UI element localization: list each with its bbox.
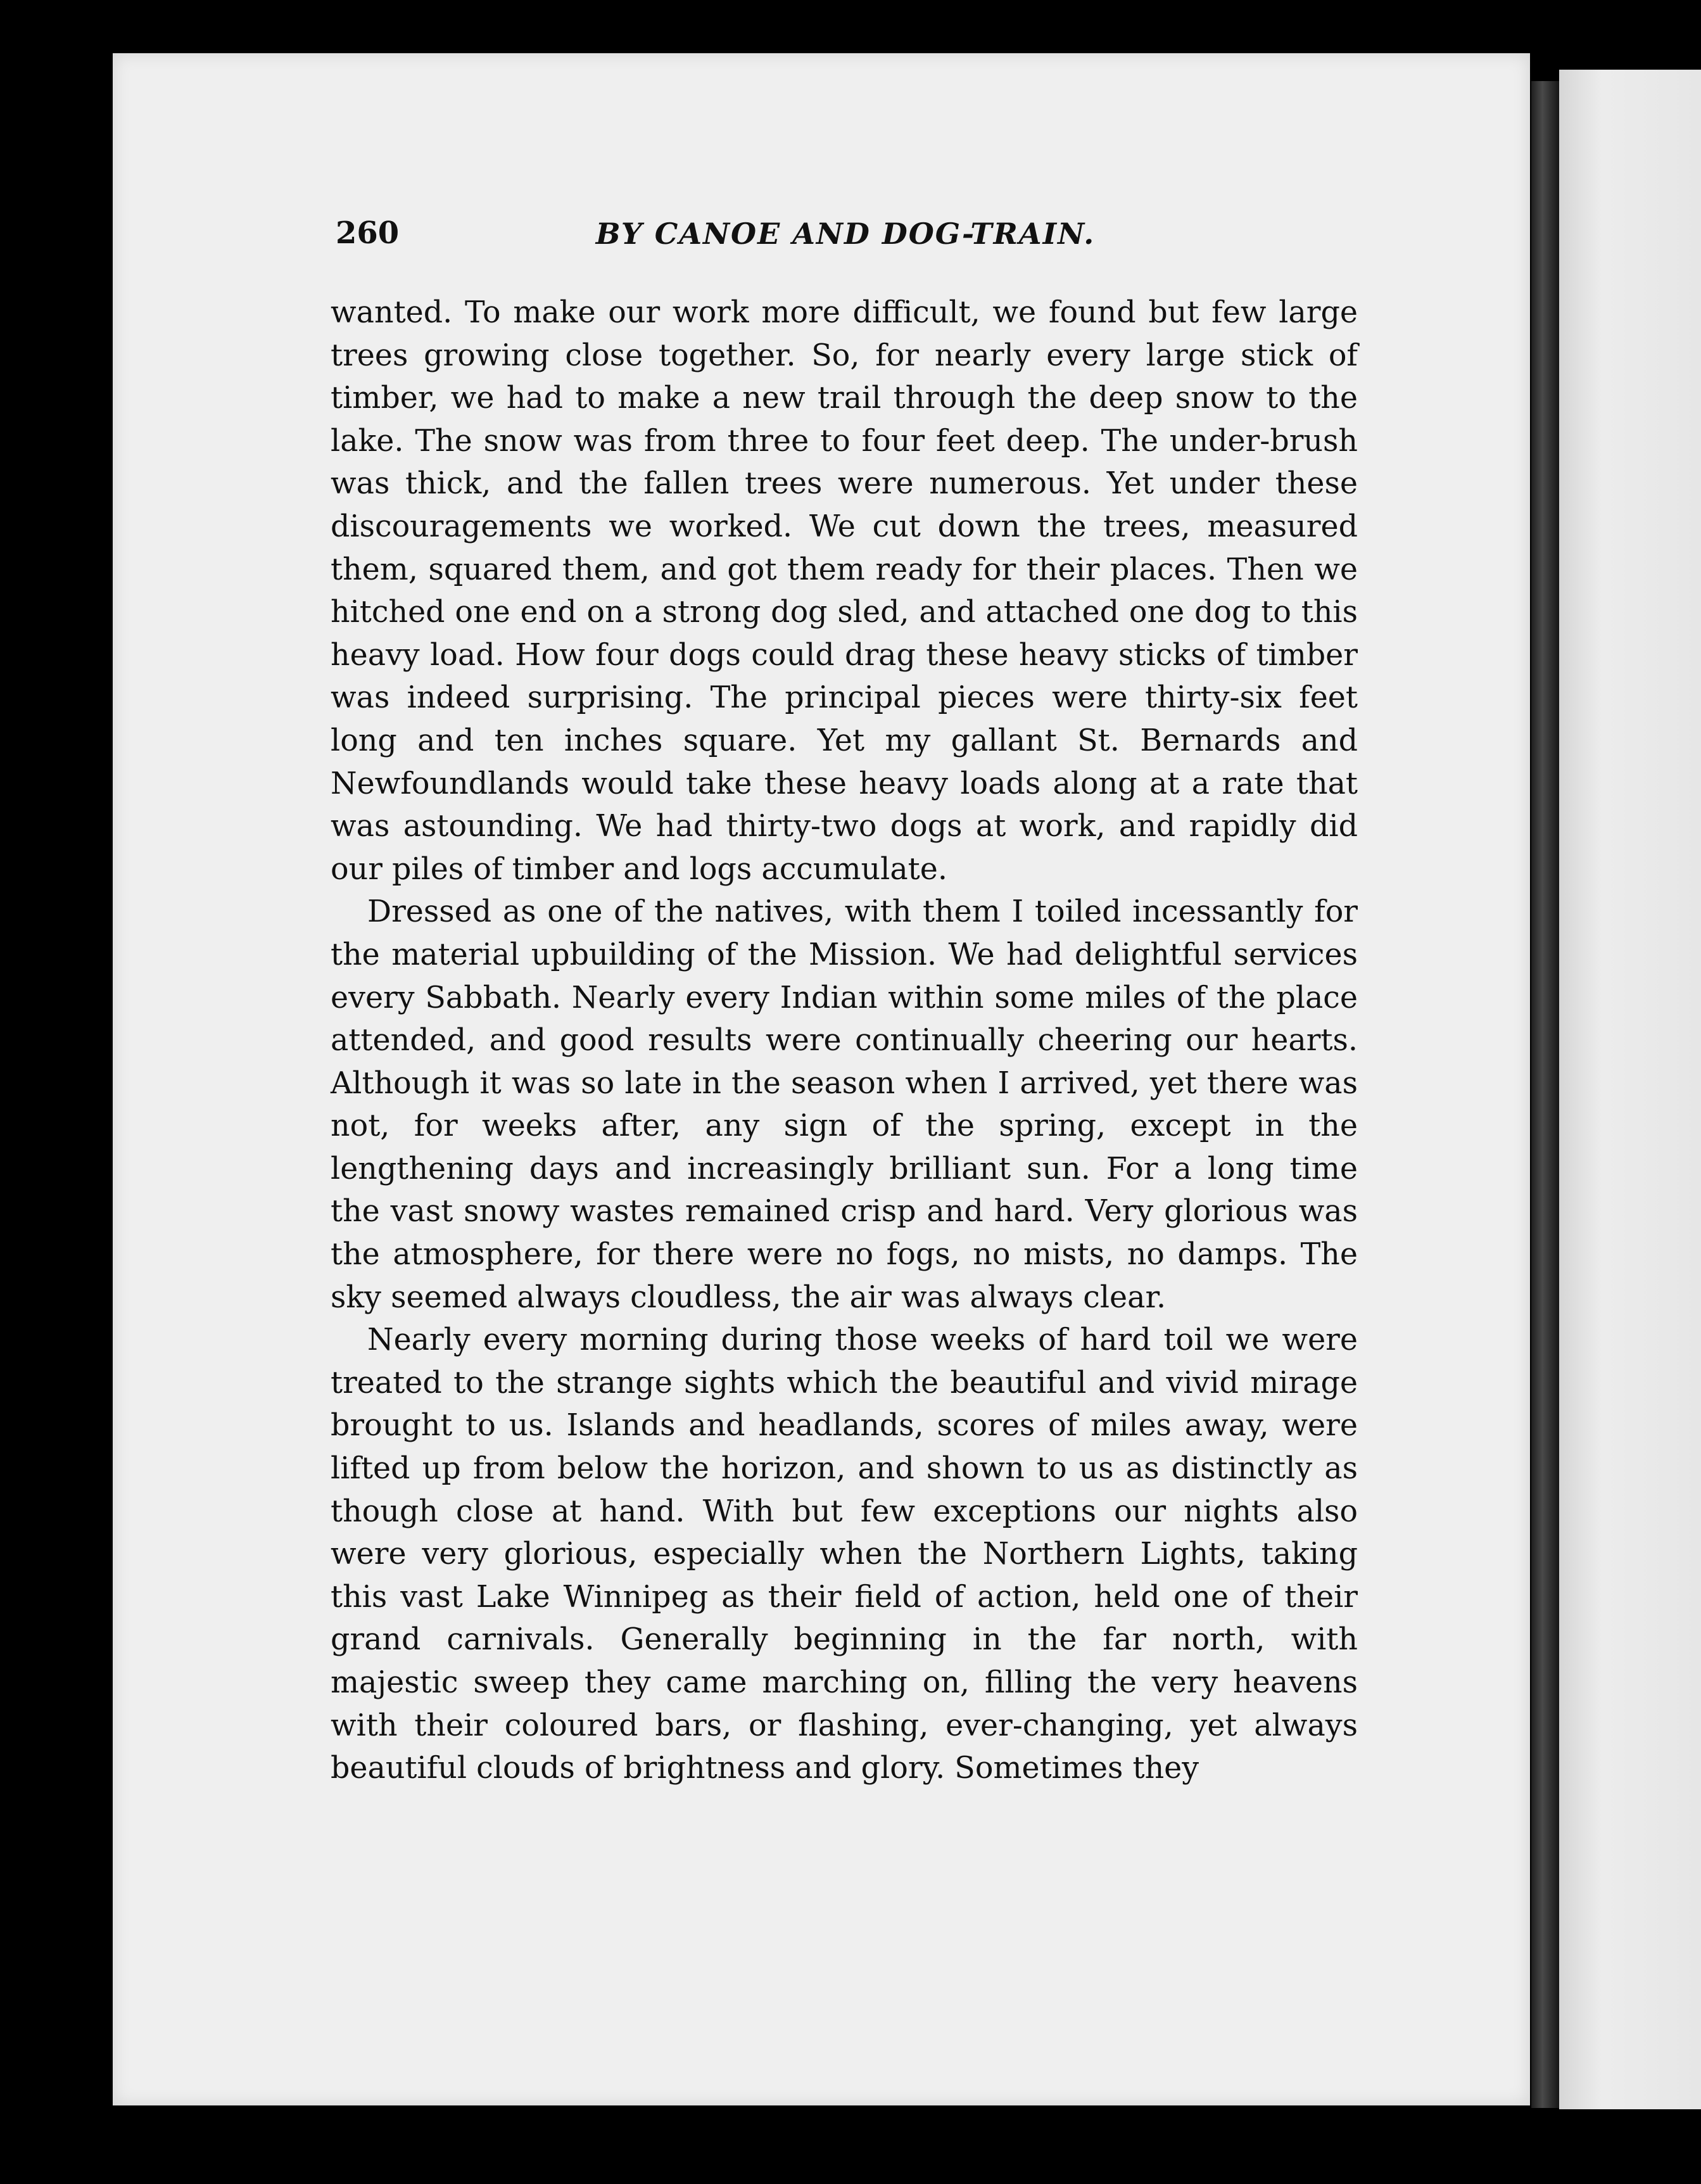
running-title: BY CANOE AND DOG-TRAIN. [595,217,1096,251]
facing-page-edge [1559,70,1701,2109]
paragraph-1: wanted. To make our work more difficult, we found but few large trees growing close together. So, for nearly every large stick of timber, we had to make a new trail through the deep snow to the lake. The snow was from three to four feet deep. The under-brush was thick, and the fallen trees were numerous. Yet under these discouragements we worked. We cut down the trees, measured them, squared them, and got them ready for their places. Then we hitched one end on a strong dog sled, and attached one dog to this heavy load. How four dogs could drag these heavy sticks of timber was indeed surprising. The principal pieces were thirty-six feet long and ten inches square. Yet my gallant St. Bernards and Newfoundlands would take these heavy loads along at a rate that was astounding. We had thirty-two dogs at work, and rapidly did our piles of timber and logs accumulate. [331,295,1358,887]
page-number: 260 [336,215,400,251]
book-gutter [1531,81,1559,2108]
page-header [336,215,1355,272]
paragraph-2: Dressed as one of the natives, with them I toiled incessantly for the material upbuilding of the Mission. We had delightful services every Sabbath. Nearly every Indian within some miles of the place attended, and good results were continually cheering our hearts. Although it was so late in the season when I arrived, yet there was not, for weeks after, any sign of the spring, except in the lengthening days and increasingly brilliant sun. For a long time the vast snowy wastes remained crisp and hard. Very glorious was the atmosphere, for there were no fogs, no mists, no damps. The sky seemed always cloudless, the air was always clear. [331,894,1358,1315]
paragraph-3: Nearly every morning during those weeks of hard toil we were treated to the strange sights which the beautiful and vivid mirage brought to us. Islands and headlands, scores of miles away, were lifted up from below the horizon, and shown to us as distinctly as though close at hand. With but few exceptions our nights also were very glorious, especially when the Northern Lights, taking this vast Lake Winnipeg as their field of action, held one of their grand carnivals. Generally beginning in the far north, with majestic sweep they came marching on, filling the very heavens with their coloured bars, or flashing, ever-changing, yet always beautiful clouds of brightness and glory. Sometimes they [331,1323,1358,1786]
body-text [331,291,1358,1790]
